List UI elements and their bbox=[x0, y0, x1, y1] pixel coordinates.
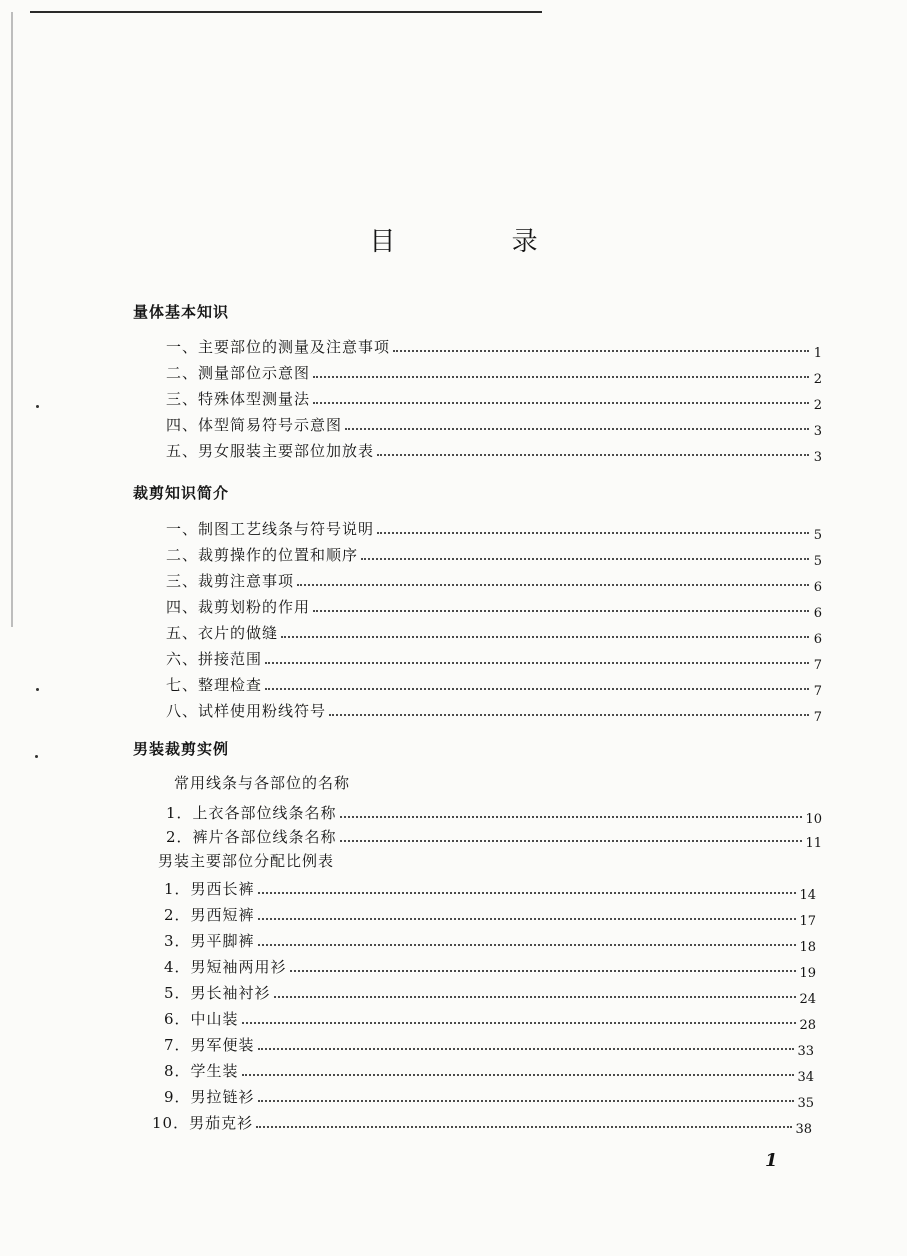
toc-entry-label: 一、主要部位的测量及注意事项 bbox=[166, 338, 391, 356]
dot-leader bbox=[313, 610, 809, 612]
toc-entry[interactable] bbox=[164, 930, 816, 955]
toc-entry-page: 10 bbox=[805, 812, 822, 827]
dot-leader bbox=[265, 662, 809, 664]
section-heading: 男装裁剪实例 bbox=[133, 740, 230, 758]
scan-speck bbox=[35, 755, 38, 758]
toc-entry[interactable] bbox=[164, 956, 816, 981]
toc-entry-page: 2 bbox=[813, 398, 822, 413]
toc-entry-label: 2．裤片各部位线条名称 bbox=[166, 828, 337, 846]
page-title: 目 录 bbox=[369, 227, 592, 257]
toc-entry[interactable] bbox=[166, 802, 822, 827]
toc-entry-page: 24 bbox=[799, 992, 816, 1007]
dot-leader bbox=[297, 584, 809, 586]
toc-entry-label: 10．男茄克衫 bbox=[152, 1114, 254, 1132]
toc-entry-page: 7 bbox=[813, 684, 822, 699]
toc-entry-label: 1．上衣各部位线条名称 bbox=[166, 804, 337, 822]
toc-entry[interactable] bbox=[166, 674, 822, 699]
dot-leader bbox=[393, 350, 809, 352]
scan-border-left bbox=[11, 12, 13, 627]
dot-leader bbox=[258, 1048, 795, 1050]
toc-entry-label: 五、男女服装主要部位加放表 bbox=[166, 442, 375, 460]
toc-entry-label: 7．男军便装 bbox=[164, 1036, 255, 1054]
toc-entry[interactable] bbox=[164, 904, 816, 929]
subsection-heading: 男装主要部位分配比例表 bbox=[158, 852, 335, 870]
toc-entry-page: 2 bbox=[813, 372, 822, 387]
toc-entry[interactable] bbox=[164, 1060, 814, 1085]
toc-entry-label: 三、裁剪注意事项 bbox=[166, 572, 295, 590]
toc-entry[interactable] bbox=[166, 700, 822, 725]
toc-entry-label: 一、制图工艺线条与符号说明 bbox=[166, 520, 375, 538]
toc-entry-page: 17 bbox=[799, 914, 816, 929]
dot-leader bbox=[345, 428, 809, 430]
scan-border-top bbox=[30, 11, 542, 13]
toc-entry-page: 3 bbox=[813, 424, 822, 439]
toc-entry[interactable] bbox=[166, 440, 822, 465]
toc-entry-label: 二、裁剪操作的位置和顺序 bbox=[166, 546, 359, 564]
toc-entry[interactable] bbox=[164, 1008, 816, 1033]
toc-entry-page: 7 bbox=[813, 710, 822, 725]
subsection-heading: 常用线条与各部位的名称 bbox=[174, 774, 351, 792]
dot-leader bbox=[258, 1100, 795, 1102]
toc-entry[interactable] bbox=[166, 414, 822, 439]
section-heading: 量体基本知识 bbox=[133, 303, 230, 321]
toc-entry-page: 5 bbox=[813, 554, 822, 569]
toc-entry-page: 35 bbox=[797, 1096, 814, 1111]
toc-entry-page: 14 bbox=[799, 888, 816, 903]
toc-entry-label: 5．男长袖衬衫 bbox=[164, 984, 271, 1002]
toc-entry[interactable] bbox=[166, 518, 822, 543]
toc-entry[interactable] bbox=[164, 1086, 814, 1111]
toc-entry-label: 2．男西短裤 bbox=[164, 906, 255, 924]
page-number: 1 bbox=[765, 1150, 778, 1171]
toc-entry-page: 19 bbox=[799, 966, 816, 981]
dot-leader bbox=[361, 558, 809, 560]
toc-entry[interactable] bbox=[166, 388, 822, 413]
toc-entry-label: 五、衣片的做缝 bbox=[166, 624, 279, 642]
toc-entry[interactable] bbox=[166, 596, 822, 621]
dot-leader bbox=[258, 892, 797, 894]
toc-entry-page: 6 bbox=[813, 606, 822, 621]
toc-entry[interactable] bbox=[166, 826, 822, 851]
toc-entry-page: 3 bbox=[813, 450, 822, 465]
toc-entry-label: 二、测量部位示意图 bbox=[166, 364, 311, 382]
toc-entry[interactable] bbox=[166, 570, 822, 595]
toc-entry-page: 33 bbox=[797, 1044, 814, 1059]
dot-leader bbox=[377, 532, 809, 534]
toc-entry-label: 8．学生装 bbox=[164, 1062, 239, 1080]
toc-entry-label: 七、整理检查 bbox=[166, 676, 263, 694]
toc-entry[interactable] bbox=[164, 982, 816, 1007]
scan-speck bbox=[36, 405, 39, 408]
scan-speck bbox=[36, 688, 39, 691]
dot-leader bbox=[377, 454, 809, 456]
toc-entry-page: 5 bbox=[813, 528, 822, 543]
dot-leader bbox=[242, 1022, 797, 1024]
dot-leader bbox=[290, 970, 797, 972]
toc-entry-page: 34 bbox=[797, 1070, 814, 1085]
toc-entry-label: 四、体型简易符号示意图 bbox=[166, 416, 343, 434]
toc-entry-label: 八、试样使用粉线符号 bbox=[166, 702, 327, 720]
toc-entry-page: 6 bbox=[813, 580, 822, 595]
toc-entry-label: 1．男西长裤 bbox=[164, 880, 255, 898]
dot-leader bbox=[281, 636, 809, 638]
toc-entry[interactable] bbox=[164, 878, 816, 903]
dot-leader bbox=[258, 918, 797, 920]
toc-entry[interactable] bbox=[166, 362, 822, 387]
dot-leader bbox=[329, 714, 809, 716]
dot-leader bbox=[242, 1074, 795, 1076]
toc-entry-label: 6．中山装 bbox=[164, 1010, 239, 1028]
toc-entry-label: 六、拼接范围 bbox=[166, 650, 263, 668]
dot-leader bbox=[256, 1126, 792, 1128]
toc-entry-label: 4．男短袖两用衫 bbox=[164, 958, 287, 976]
dot-leader bbox=[340, 840, 803, 842]
section-heading: 裁剪知识简介 bbox=[133, 484, 230, 502]
toc-entry-page: 38 bbox=[795, 1122, 812, 1137]
toc-entry[interactable] bbox=[166, 622, 822, 647]
dot-leader bbox=[258, 944, 797, 946]
toc-entry-page: 6 bbox=[813, 632, 822, 647]
toc-entry-page: 28 bbox=[799, 1018, 816, 1033]
toc-entry-page: 11 bbox=[805, 836, 822, 851]
toc-entry-label: 四、裁剪划粉的作用 bbox=[166, 598, 311, 616]
dot-leader bbox=[313, 376, 809, 378]
toc-entry[interactable] bbox=[152, 1112, 812, 1137]
toc-entry-label: 三、特殊体型测量法 bbox=[166, 390, 311, 408]
toc-entry-page: 7 bbox=[813, 658, 822, 673]
dot-leader bbox=[313, 402, 809, 404]
toc-entry[interactable] bbox=[166, 336, 822, 361]
toc-entry-label: 3．男平脚裤 bbox=[164, 932, 255, 950]
toc-entry[interactable] bbox=[166, 648, 822, 673]
toc-entry-page: 18 bbox=[799, 940, 816, 955]
dot-leader bbox=[265, 688, 809, 690]
toc-entry-page: 1 bbox=[813, 346, 822, 361]
toc-entry[interactable] bbox=[166, 544, 822, 569]
toc-entry[interactable] bbox=[164, 1034, 814, 1059]
toc-entry-label: 9．男拉链衫 bbox=[164, 1088, 255, 1106]
dot-leader bbox=[274, 996, 797, 998]
dot-leader bbox=[340, 816, 803, 818]
